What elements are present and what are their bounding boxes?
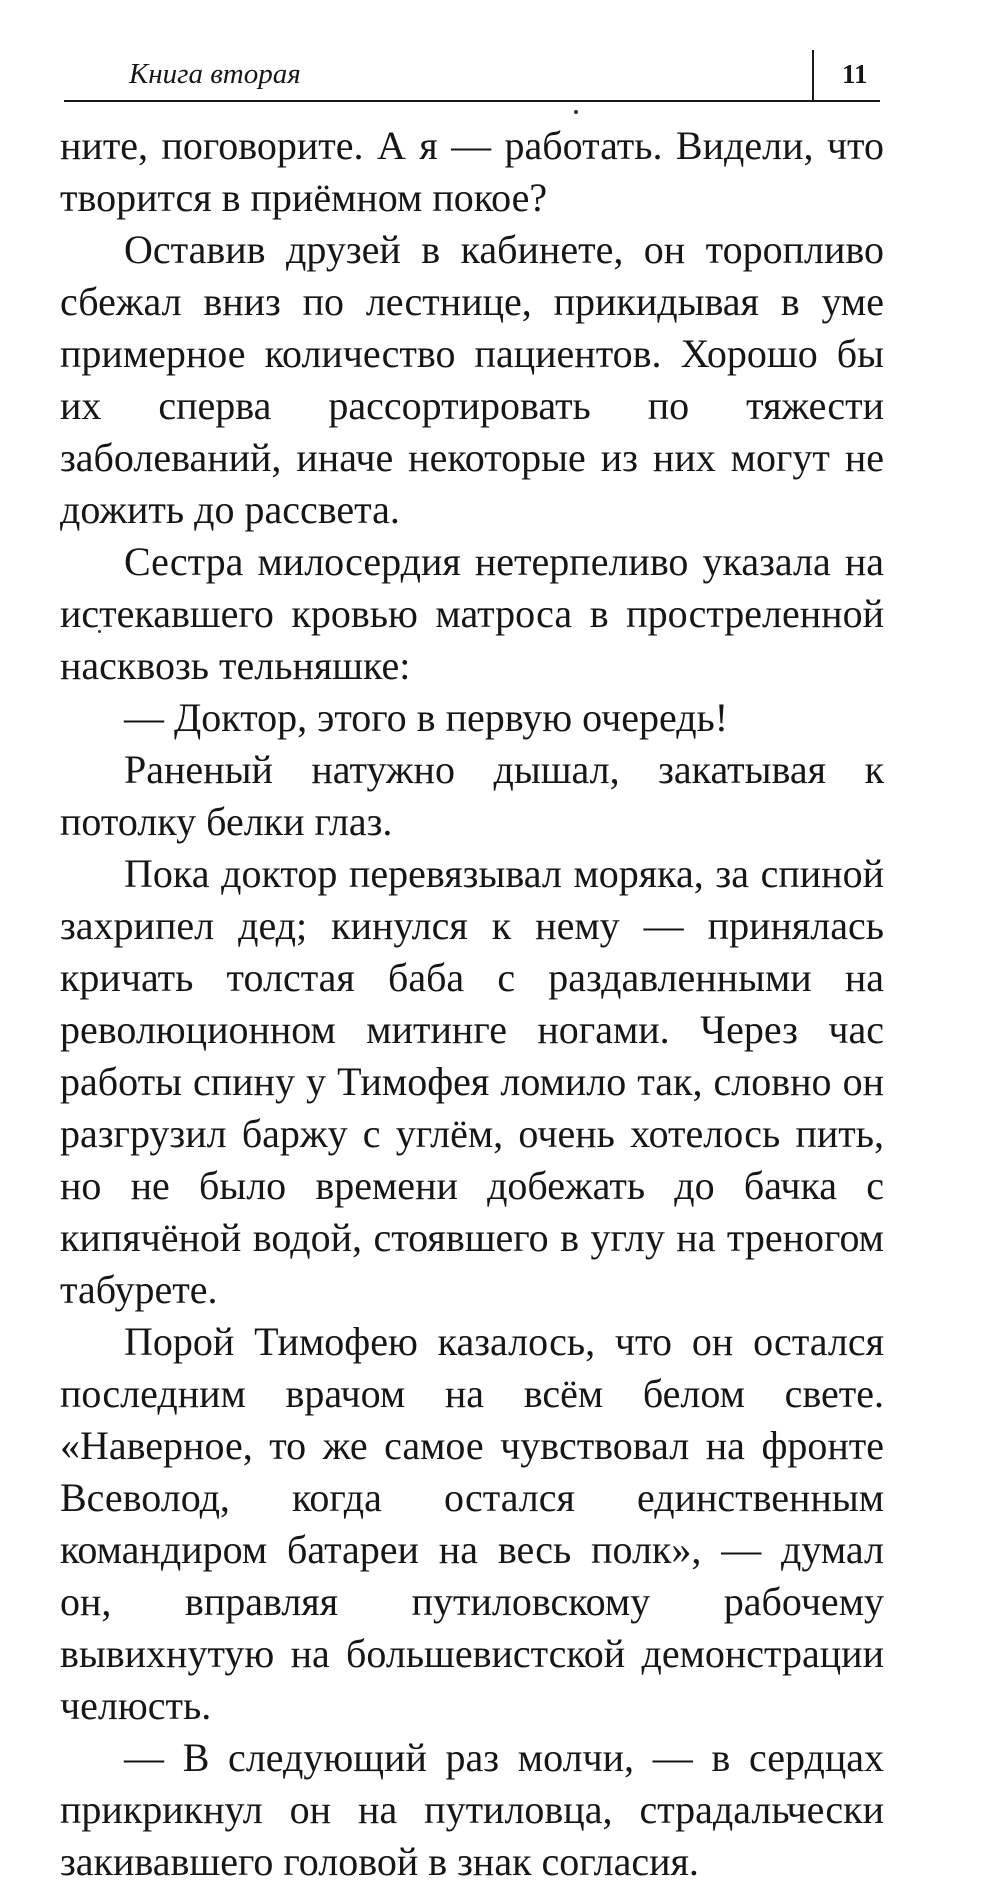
page-number: 11 [842, 59, 868, 89]
paragraph: Пока доктор перевязывал моряка, за спиной захрипел дед; кинулся к нему — принялась кричать толстая баба с раздавленными на революционном митинге ногами. Через час работы спину у Тимофея ломило так, словно он разгрузил баржу с углём, очень хотелось пить, но не было времени добежать до бачка с кипячёной водой, стоявшего в углу на треногом табурете. [60, 851, 884, 1312]
paragraph: ните, поговорите. А я — работать. Видели, что творится в приёмном покое? [60, 123, 884, 220]
paragraph: — Доктор, этого в первую очередь! [124, 695, 729, 740]
page-body [60, 120, 884, 1888]
print-speck [574, 110, 578, 114]
paragraph: Порой Тимофею казалось, что он остался последним врачом на всём белом свете. «Наверное, то же самое чувствовал на фронте Всеволод, когда остался единственным командиром батареи на весь полк», — думал он, вправляя путиловскому рабочему вывихнутую на большевистской демонстрации челюсть. [60, 1319, 884, 1728]
running-header-title: Книга вторая [129, 58, 301, 90]
paragraph: Оставив друзей в кабинете, он торопливо сбежал вниз по лестнице, прикидывая в уме примерное количество пациентов. Хорошо бы их сперва рассортировать по тяжести заболеваний, иначе некоторые из них могут не дожить до рассвета. [60, 227, 884, 532]
paragraph: Сестра милосердия нетерпеливо указала на истекавшего кровью матроса в простреленной насквозь тельняшке: [60, 539, 884, 688]
paragraph: — В следующий раз молчи, — в сердцах прикрикнул он на путиловца, страдальчески закивавшего головой в знак согласия. [60, 1735, 884, 1884]
paragraph: Раненый натужно дышал, закатывая к потолку белки глаз. [60, 747, 884, 844]
running-header [64, 46, 880, 102]
header-divider [812, 50, 814, 100]
